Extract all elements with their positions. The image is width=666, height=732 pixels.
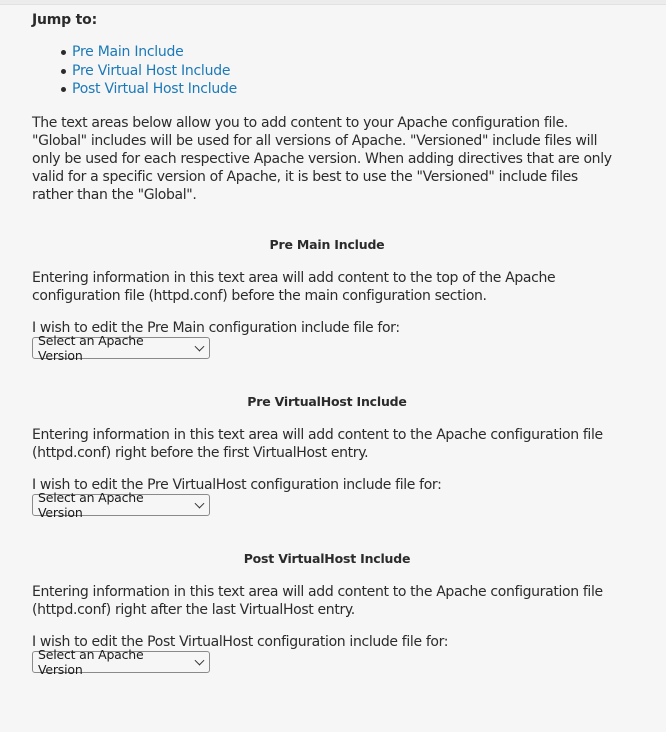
select-label: I wish to edit the Pre Main configuration include file for:	[32, 320, 400, 336]
section-description: Entering information in this text area will add content to the top of the Apache configuration file (httpd.conf) before the main configuration section.	[32, 270, 556, 304]
apache-version-select-pre-main[interactable]	[32, 333, 210, 363]
section-description: Entering information in this text area will add content to the Apache configuration file (httpd.conf) right before the first VirtualHost entry.	[32, 427, 603, 461]
jump-to-list	[32, 43, 622, 99]
section-title: Pre Main Include	[269, 237, 385, 252]
chevron-down-icon	[195, 655, 205, 665]
jump-link-post-virtualhost[interactable]: Post Virtual Host Include	[72, 81, 237, 97]
jump-link-pre-main[interactable]: Pre Main Include	[72, 44, 184, 60]
main-content	[32, 10, 622, 204]
section-title: Post VirtualHost Include	[243, 551, 411, 566]
jump-item	[72, 43, 622, 62]
top-divider	[0, 0, 666, 5]
section-title: Pre VirtualHost Include	[247, 394, 407, 409]
select-value: Select an Apache Version	[38, 490, 144, 520]
jump-item	[72, 62, 622, 81]
apache-version-select-post-virtualhost[interactable]	[32, 647, 210, 677]
intro-text: The text areas below allow you to add content to your Apache configuration file. "Global" includes will be used for all versions of Apache. "Versioned" include files will only be used for each respective Apache version. When adding directives that are only valid for a specific version of Apache, it is best to use the "Versioned" include files rather than the "Global".	[32, 114, 612, 203]
apache-version-select-pre-virtualhost[interactable]	[32, 490, 210, 520]
jump-item	[72, 80, 622, 99]
select-label: I wish to edit the Pre VirtualHost configuration include file for:	[32, 477, 442, 493]
section-description: Entering information in this text area will add content to the Apache configuration file (httpd.conf) right after the last VirtualHost entry.	[32, 584, 603, 618]
jump-to-heading: Jump to:	[32, 12, 97, 28]
select-label: I wish to edit the Post VirtualHost configuration include file for:	[32, 634, 449, 650]
jump-link-pre-virtualhost[interactable]: Pre Virtual Host Include	[72, 62, 231, 79]
select-value: Select an Apache Version	[38, 333, 144, 363]
select-value: Select an Apache Version	[38, 647, 144, 677]
chevron-down-icon	[195, 498, 205, 508]
chevron-down-icon	[195, 341, 205, 351]
